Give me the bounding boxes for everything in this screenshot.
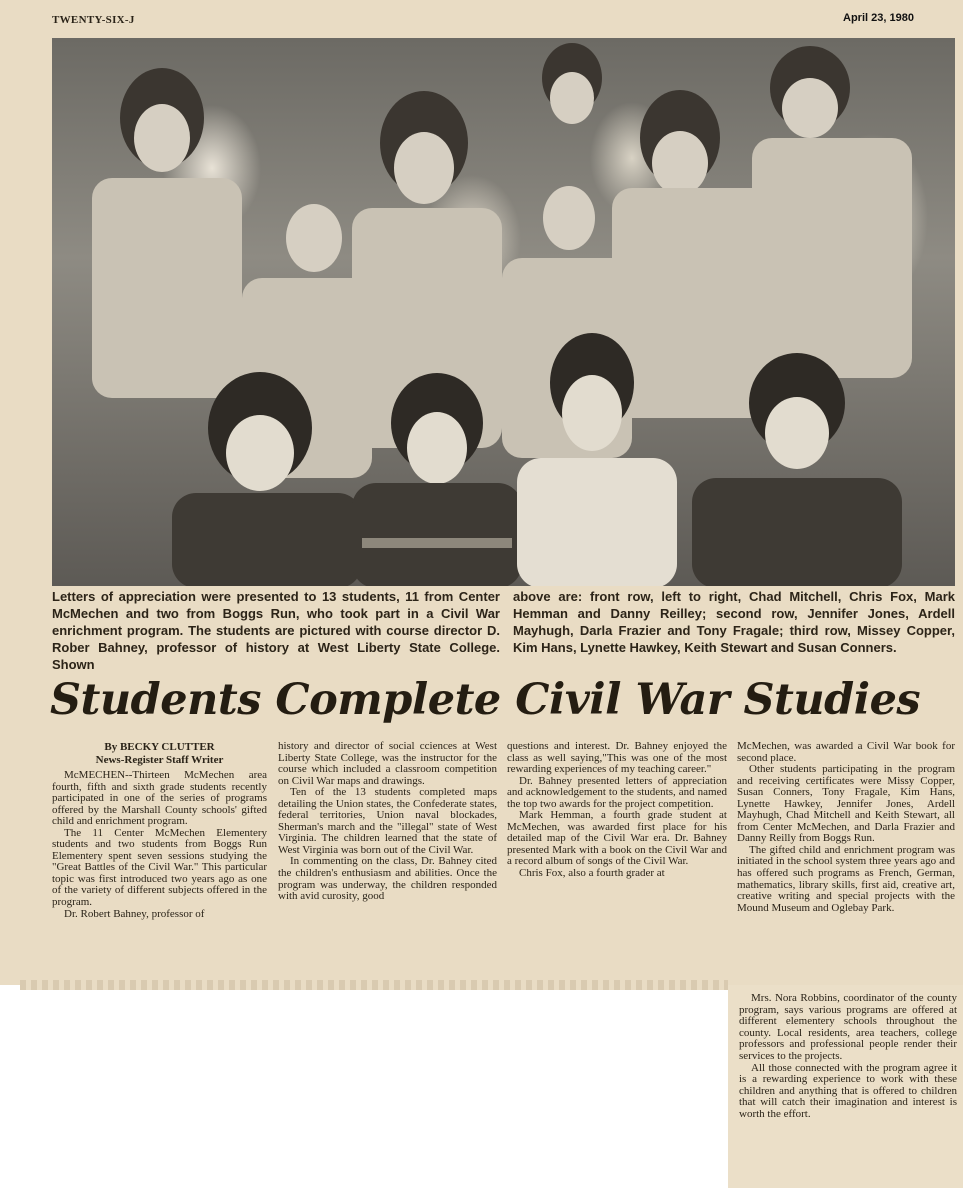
article-paragraph: McMechen, was awarded a Civil War book for second place.	[737, 740, 955, 764]
article-paragraph: history and director of social cciences at West Liberty State College, was the instructor for the course which included a classroom competition on Civil War maps and drawings.	[278, 740, 497, 787]
article-paragraph: Mark Hemman, a fourth grade student at McMechen, was awarded first place for his detailed map of the Civil War era. Dr. Bahney presented Mark with a book on the Civil War and a record album of songs of the Civil War.	[507, 809, 727, 868]
article-column-5	[739, 993, 957, 1121]
article-paragraph: Ten of the 13 students completed maps detailing the Union states, the Confederate states, federal territories, Union naval blockades, Sherman's march and the "illegal" state of West Virginia. The children learned that the state of West Virginia was born out of the Civil War.	[278, 786, 497, 856]
article-paragraph: Dr. Bahney presented letters of appreciation and acknowledgement to the students, and named the top two awards for the project competition.	[507, 774, 727, 810]
photo-caption-right: above are: front row, left to right, Chad Mitchell, Chris Fox, Mark Hemman and Danny Reilley; second row, Jennifer Jones, Ardell Mayhugh, Darla Frazier and Tony Fragale; third row, Missey Copper, Kim Hans, Lynette Hawkey, Keith Stewart and Susan Conners.	[513, 589, 955, 655]
group-photo-students-icon	[52, 38, 955, 586]
article-column-1	[52, 770, 267, 920]
article-paragraph: Mrs. Nora Robbins, coordinator of the county program, says various programs are offered at different elementery schools throughout the county. Local residents, area teachers, college professors and professional people render their services to the projects.	[739, 992, 957, 1062]
article-paragraph: Other students participating in the program and receiving certificates were Missy Copper, Susan Conners, Tony Fragale, Kim Hans, Lynette Hawkey, Jennifer Jones, Ardell Mayhugh, Chad Mitchell and Keith Stewart, all from Center McMechen, and Darla Frazier and Danny Reilly from Boggs Run.	[737, 763, 955, 845]
byline-role: News-Register Staff Writer	[95, 754, 224, 766]
article-paragraph: The 11 Center McMechen Elementery students and two students from Boggs Run Elementery spent seven sessions studying the "Great Battles of the Civil War." This particular topic was first introduced two years ago as one of the variety of different subjects offered in the program.	[52, 826, 267, 909]
byline-author: By BECKY CLUTTER	[104, 741, 215, 753]
group-photo	[52, 38, 955, 586]
byline	[52, 741, 267, 767]
article-column-4	[737, 741, 955, 914]
article-column-3	[507, 741, 727, 880]
headline: Students Complete Civil War Studies	[50, 675, 921, 725]
torn-edge	[20, 980, 728, 990]
article-paragraph: Chris Fox, also a fourth grader at	[519, 867, 665, 880]
page-label: TWENTY-SIX-J	[52, 14, 135, 26]
article-paragraph: In commenting on the class, Dr. Bahney cited the children's enthusiasm and abilities. Once the program was underway, the children responded with avid curosity, good	[278, 855, 497, 903]
photo-caption-left: Letters of appreciation were presented to 13 students, 11 from Center McMechen and two from Boggs Run, who took part in a Civil War enrichment program. The students are pictured with course director D. Rober Bahney, professor of history at West Liberty State College. Shown	[52, 589, 500, 672]
article-paragraph: McMECHEN--Thirteen McMechen area fourth, fifth and sixth grade students recently participated in one of the series of programs offered by the Marshall County schools' gifted child and enrichment program.	[52, 769, 267, 828]
article-paragraph: All those connected with the program agree it is a rewarding experience to work with these children and anything that is offered to children that will catch their imagination and interest is worth the effort.	[739, 1061, 957, 1120]
date-note: April 23, 1980	[843, 12, 914, 24]
article-paragraph: Dr. Robert Bahney, professor of	[64, 907, 205, 920]
article-column-2	[278, 741, 497, 903]
article-paragraph: The gifted child and enrichment program was initiated in the school system three years ago and has offered such programs as French, German, mathematics, library skills, first aid, creative art, creative writing and special projects with the Mound Museum and Oglebay Park.	[737, 843, 955, 914]
article-paragraph: questions and interest. Dr. Bahney enjoyed the class as well saying,"This was one of the most rewarding experiences of my teaching career."	[507, 740, 727, 776]
